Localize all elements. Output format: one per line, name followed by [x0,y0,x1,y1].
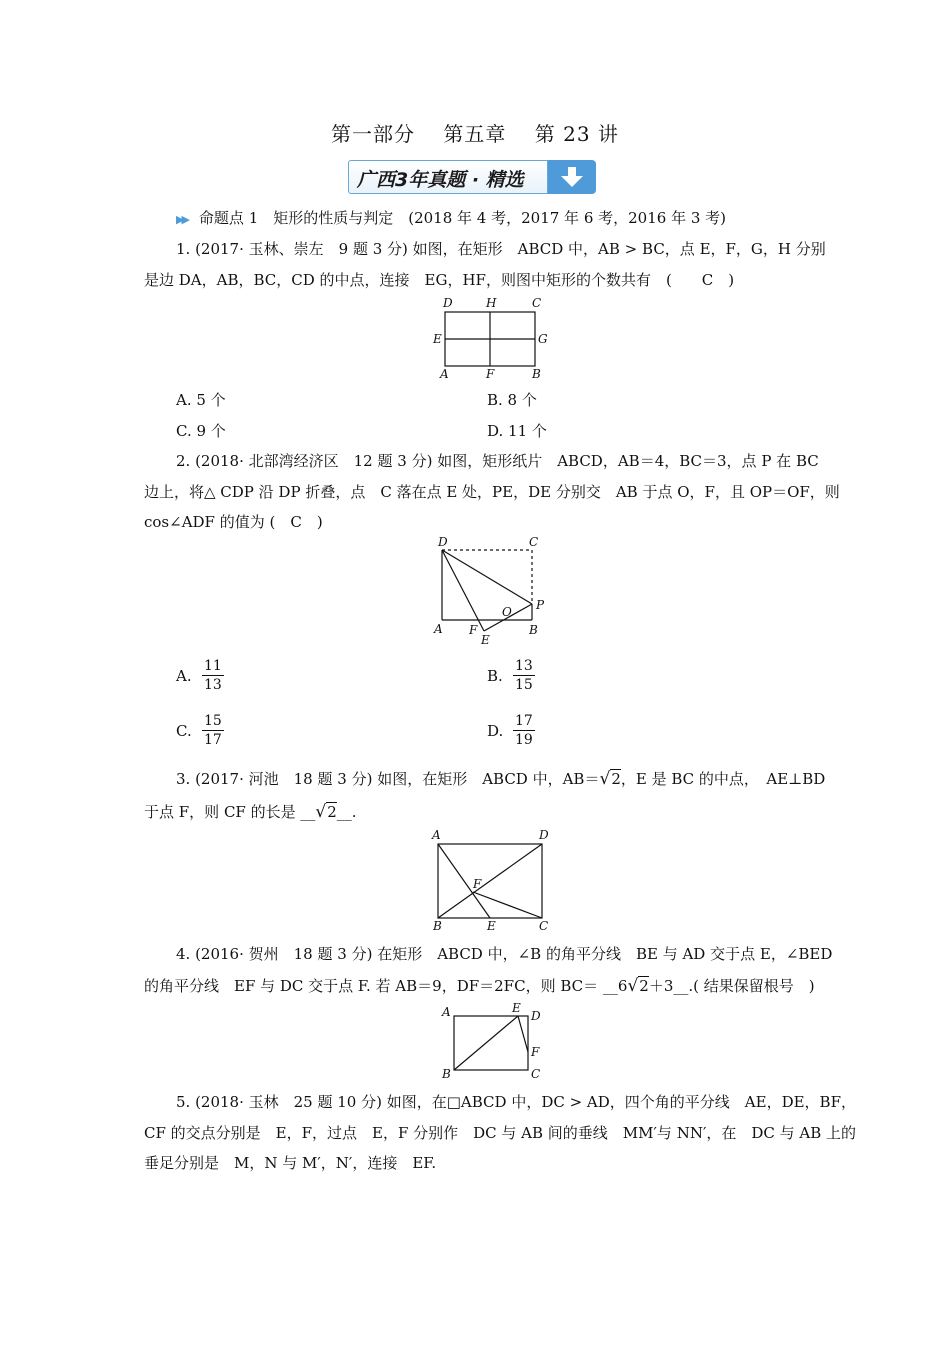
q2-option-c: C. $\frac{15}{17}$ [176,713,222,748]
q2-option-a: A. $\frac{11}{13}$ [176,658,222,693]
topic-marker-icon: ▶▶ [176,213,187,226]
q2-line-1: 2. (2018· 北部湾经济区 12 题 3 分) 如图，矩形纸片 ABCD，AB＝4，BC＝3，点 P 在 BC [176,452,819,470]
q1-option-a: A. 5 个 [176,391,226,409]
q1-label-b: B [532,367,541,381]
q2-label-f: F [469,623,478,637]
q4-label-c: C [531,1067,541,1081]
section-banner [348,160,598,194]
q2-label-c: C [529,536,539,549]
q2-label-p: P [536,598,545,612]
q1-label-f: F [486,367,495,381]
topic-heading [176,207,726,228]
q1-label-c: C [532,296,542,310]
q1-label-h: H [486,296,497,310]
q5-line-3: 垂足分别是 M，N 与 M′，N′，连接 EF. [144,1154,437,1172]
download-arrow-icon [548,160,596,194]
q1-line-2: 是边 DA，AB，BC，CD 的中点，连接 EG，HF，则图中矩形的个数共有 ( C ) [144,271,735,289]
q3-label-e: E [487,919,496,933]
q2-line-3: cos∠ADF 的值为 ( C ) [144,513,323,531]
q5-line-1: 5. (2018· 玉林 25 题 10 分) 如图，在□ABCD 中，DC > AD，四个角的平分线 AE，DE，BF， [176,1093,856,1111]
q4-figure [438,1000,548,1082]
q2-label-b: B [529,623,538,637]
q3-label-d: D [539,828,549,842]
q2-line-2: 边上，将△ CDP 沿 DP 折叠，点 C 落在点 E 处，PE，DE 分别交 AB 于点 O，F，且 OP＝OF，则 [144,483,840,501]
q1-figure [428,294,558,382]
q3-line-1: 3. (2017· 河池 18 题 3 分) 如图，在矩形 ABCD 中，AB＝√2，E 是 BC 的中点， AE⊥BD [176,769,826,789]
q1-label-g: G [538,332,548,346]
q3-figure [425,826,555,934]
q3-label-c: C [539,919,549,933]
q4-line-2: 的角平分线 EF 与 DC 交于点 F. 若 AB＝9，DF＝2FC，则 BC＝ __6√2＋3__.( 结果保留根号 ) [144,976,815,996]
q1-option-d: D. 11 个 [487,422,547,440]
page-title: 第一部分 第五章 第 23 讲 [331,122,619,146]
q4-label-f: F [531,1045,540,1059]
q1-option-c: C. 9 个 [176,422,226,440]
q1-label-e: E [433,332,442,346]
q4-line-1: 4. (2016· 贺州 18 题 3 分) 在矩形 ABCD 中，∠B 的角平分线 BE 与 AD 交于点 E，∠BED [176,945,833,963]
q2-option-b: B. $\frac{13}{15}$ [487,658,533,693]
q1-label-d: D [443,296,453,310]
q2-label-o: O [502,605,512,619]
banner-label-box [348,160,548,194]
q5-line-2: CF 的交点分别是 E，F，过点 E，F 分别作 DC 与 AB 间的垂线 MM′与 NN′，在 DC 与 AB 上的 [144,1124,857,1142]
q3-label-f: F [473,877,482,891]
topic-text: 命题点 1 矩形的性质与判定 (2018 年 4 考，2017 年 6 考，2016 年 3 考) [198,209,727,227]
q1-option-b: B. 8 个 [487,391,537,409]
q2-figure [428,536,558,648]
q4-label-a: A [442,1005,451,1019]
q4-label-d: D [531,1009,541,1023]
q2-label-d: D [438,536,448,549]
q2-label-a: A [434,622,443,636]
q3-label-b: B [433,919,442,933]
q2-label-e: E [481,633,490,647]
q2-option-d: D. $\frac{17}{19}$ [487,713,533,748]
q3-label-a: A [432,828,441,842]
q3-line-2: 于点 F，则 CF 的长是 __√2__. [144,802,357,822]
q1-line-1: 1. (2017· 玉林、崇左 9 题 3 分) 如图，在矩形 ABCD 中，AB > BC，点 E，F，G，H 分别 [176,240,826,258]
banner-text: 广西3年真题 · 精选 [357,169,524,191]
q1-label-a: A [440,367,449,381]
q4-label-e: E [512,1001,521,1015]
q4-label-b: B [442,1067,451,1081]
